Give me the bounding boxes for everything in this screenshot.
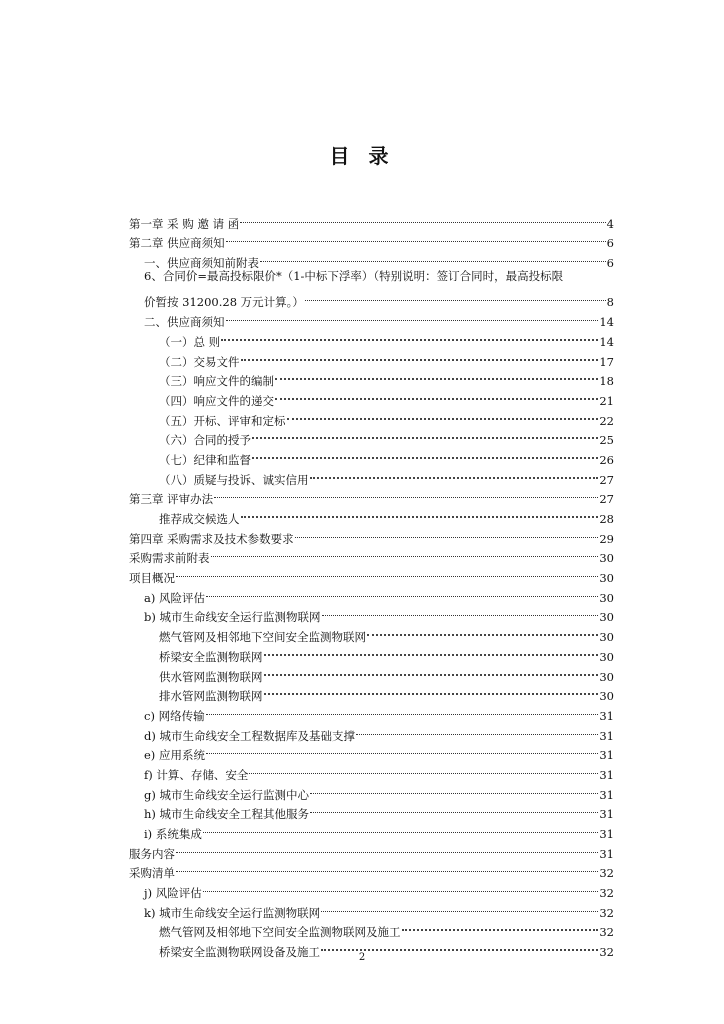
toc-entry-label: 排水管网监测物联网 [159,689,263,704]
toc-entry[interactable] [129,858,614,881]
toc-entry-page: 30 [599,551,614,566]
toc-entry-label: d) 城市生命线安全工程数据库及基础支撑 [144,728,356,743]
toc-leader-dots [206,740,598,760]
toc-entry-label: 第四章 采购需求及技术参数要求 [129,531,294,546]
toc-leader-dots [295,523,599,543]
toc-entry-label: （七）纪律和监督 [159,452,251,467]
toc-entry-page: 31 [599,728,614,743]
toc-leader-dots [241,346,599,366]
toc-leader-dots [241,503,599,523]
toc-entry-page: 31 [599,767,614,782]
table-of-contents [129,208,614,960]
toc-entry-label: b) 城市生命线安全运行监测物联网 [144,610,321,625]
toc-leader-dots [252,425,598,445]
toc-entry-page: 31 [599,827,614,842]
toc-entry-label: （二）交易文件 [159,354,240,369]
toc-entry-page: 31 [599,708,614,723]
toc-entry-page: 31 [599,748,614,763]
toc-leader-dots [305,287,606,307]
toc-entry-label: j) 风险评估 [144,886,202,901]
toc-entry[interactable] [129,208,614,231]
toc-leader-dots [221,326,598,346]
toc-entry-label: c) 网络传输 [144,708,205,723]
toc-entry-label: 项目概况 [129,571,175,586]
toc-entry-page: 6 [606,256,614,271]
toc-entry-page: 32 [599,866,614,881]
toc-leader-dots [252,444,598,464]
toc-entry-label: 第三章 评审办法 [129,492,214,507]
toc-entry-page: 6 [606,236,614,251]
toc-leader-dots [176,562,598,582]
toc-entry-page: 30 [599,590,614,605]
toc-leader-dots [206,582,598,602]
toc-entry-label: g) 城市生命线安全运行监测中心 [144,787,310,802]
toc-entry-page: 31 [599,807,614,822]
page-number: 2 [358,952,366,963]
toc-entry-label: 燃气管网及相邻地下空间安全监测物联网 [159,630,366,645]
toc-entry-page: 4 [606,216,614,231]
toc-leader-dots [260,247,606,267]
toc-entry-label: 采购清单 [129,866,175,881]
toc-entry-page: 30 [599,571,614,586]
toc-leader-dots [214,484,598,504]
toc-leader-dots [264,681,599,701]
toc-leader-dots [176,838,598,858]
toc-entry-label: 采购需求前附表 [129,551,210,566]
toc-entry-page: 22 [599,413,614,428]
toc-entry-label: i) 系统集成 [144,827,202,842]
toc-leader-dots [203,877,599,897]
toc-leader-dots [176,858,598,878]
toc-entry-page: 14 [599,334,614,349]
toc-entry-label: 二、供应商须知 [144,315,225,330]
toc-leader-dots [206,700,599,720]
toc-entry-label: （四）响应文件的递交 [159,393,274,408]
toc-leader-dots [226,228,606,248]
toc-entry-label: a) 风险评估 [144,590,205,605]
toc-entry-page: 26 [599,452,614,467]
toc-entry-page: 31 [599,846,614,861]
toc-entry-label: 一、供应商须知前附表 [144,256,259,271]
toc-entry-label: 供水管网监测物联网 [159,669,263,684]
toc-entry-page: 32 [599,925,614,940]
toc-entry-page: 25 [599,433,614,448]
toc-leader-dots [310,799,598,819]
toc-entry-page: 27 [599,492,614,507]
toc-entry-page: 17 [599,354,614,369]
toc-leader-dots [264,641,599,661]
toc-leader-dots [322,602,599,622]
toc-entry-label: （五）开标、评审和定标 [159,413,286,428]
toc-entry-page: 27 [599,472,614,487]
toc-entry-label: h) 城市生命线安全工程其他服务 [144,807,310,822]
toc-entry-page: 18 [599,374,614,389]
toc-entry-label: 服务内容 [129,846,175,861]
toc-leader-dots [402,917,599,937]
toc-entry-page: 30 [599,630,614,645]
toc-entry[interactable] [129,838,614,861]
toc-entry-page: 30 [599,669,614,684]
toc-entry-label: （三）响应文件的编制 [159,374,274,389]
toc-leader-dots [287,405,599,425]
toc-entry-page: 32 [599,945,614,960]
toc-leader-dots [310,464,599,484]
toc-leader-dots [275,385,598,405]
toc-entry-label: k) 城市生命线安全运行监测物联网 [144,905,321,920]
toc-entry[interactable] [129,897,614,920]
toc-leader-dots [249,759,598,779]
toc-entry-label-continuation: 价暂按 31200.28 万元计算。） [144,295,304,310]
toc-entry-label: （一）总 则 [159,334,221,349]
toc-entry-label: 第二章 供应商须知 [129,236,225,251]
toc-entry-page: 21 [599,393,614,408]
page-title: 目 录 [329,144,395,168]
toc-entry-page: 14 [599,315,614,330]
toc-entry-label: 推荐成交候选人 [159,512,240,527]
toc-entry-label: （八）质疑与投诉、诚实信用 [159,472,309,487]
toc-entry-page: 32 [599,905,614,920]
toc-leader-dots [310,779,598,799]
toc-entry-page: 28 [599,512,614,527]
toc-entry-label: 桥梁安全监测物联网设备及施工 [159,945,320,960]
toc-entry-label: 6、合同价=最高投标限价*（1-中标下浮率）（特别说明：签订合同时，最高投标限 [144,269,564,284]
toc-entry-page: 32 [599,886,614,901]
toc-leader-dots [226,306,599,326]
toc-entry-page: 29 [599,531,614,546]
toc-leader-dots [321,897,598,917]
toc-leader-dots [275,366,598,386]
toc-leader-dots [240,208,605,228]
toc-entry-page: 30 [599,610,614,625]
toc-entry[interactable] [129,582,614,605]
toc-leader-dots [367,621,598,641]
toc-entry-page: 30 [599,689,614,704]
toc-entry-label: 第一章 采 购 邀 请 函 [129,216,240,231]
toc-entry[interactable] [129,267,614,287]
toc-entry-page: 31 [599,787,614,802]
toc-entry[interactable] [129,562,614,586]
toc-leader-dots [356,720,598,740]
toc-entry[interactable] [129,877,614,901]
toc-entry-label: e) 应用系统 [144,748,205,763]
toc-leader-dots [203,818,599,838]
toc-leader-dots [211,543,599,563]
toc-entry-page: 30 [599,649,614,664]
toc-entry-page: 8 [606,295,614,310]
toc-leader-dots [264,661,599,681]
toc-entry-continuation[interactable] [129,287,614,310]
toc-entry-label: （六）合同的授予 [159,433,251,448]
toc-entry-label: f) 计算、存储、安全 [144,767,249,782]
toc-entry-label: 桥梁安全监测物联网 [159,649,263,664]
toc-entry-label: 燃气管网及相邻地下空间安全监测物联网及施工 [159,925,401,940]
